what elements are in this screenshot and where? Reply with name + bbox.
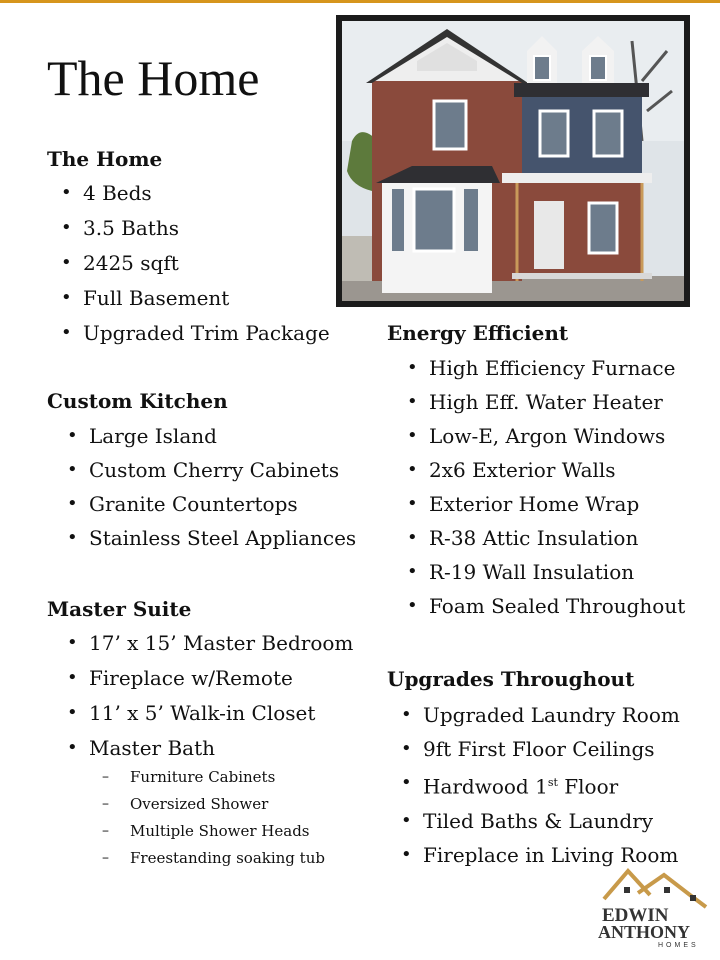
page-title: The Home xyxy=(47,50,260,106)
upgrades-list xyxy=(423,703,680,867)
list-item-hardwood xyxy=(423,771,680,799)
logo-mark xyxy=(598,865,708,947)
master-section xyxy=(47,597,353,867)
energy-section xyxy=(387,321,685,618)
list-item: • Granite Countertops xyxy=(89,492,356,516)
home-section xyxy=(47,147,330,345)
list-item: • High Efficiency Furnace xyxy=(429,356,685,380)
list-item: • Custom Cherry Cabinets xyxy=(89,458,356,482)
list-item: • Master Bath xyxy=(89,736,353,760)
logo-line1: EDWIN xyxy=(602,905,669,926)
list-item: • Tiled Baths & Laundry xyxy=(423,809,680,833)
logo-line3: HOMES xyxy=(658,942,699,947)
energy-list xyxy=(429,356,685,618)
list-item: • 2425 sqft xyxy=(83,251,330,275)
upgrades-heading: Upgrades Throughout xyxy=(387,667,635,691)
master-heading: Master Suite xyxy=(47,597,192,621)
hardwood-text: Hardwood 1 xyxy=(423,774,548,799)
list-item: • 2x6 Exterior Walls xyxy=(429,458,685,482)
list-item: • Full Basement xyxy=(83,286,330,310)
list-item: • Exterior Home Wrap xyxy=(429,492,685,516)
list-item: • R-38 Attic Insulation xyxy=(429,526,685,550)
list-item: • Low-E, Argon Windows xyxy=(429,424,685,448)
sub-list-item: – Oversized Shower xyxy=(130,795,353,813)
master-list xyxy=(89,631,353,760)
sub-list-item: – Furniture Cabinets xyxy=(130,768,353,786)
list-item: • 9ft First Floor Ceilings xyxy=(423,737,680,761)
kitchen-section xyxy=(47,389,356,550)
list-item: • Stainless Steel Appliances xyxy=(89,526,356,550)
master-bath-list xyxy=(130,768,353,867)
list-item: • R-19 Wall Insulation xyxy=(429,560,685,584)
list-item: • 3.5 Baths xyxy=(83,216,330,240)
hardwood-text-end: Floor xyxy=(557,774,619,799)
edwin-anthony-homes-logo xyxy=(598,865,708,947)
home-list xyxy=(83,181,330,345)
list-item: • High Eff. Water Heater xyxy=(429,390,685,414)
list-item: • Large Island xyxy=(89,424,356,448)
list-item: • Fireplace w/Remote xyxy=(89,666,353,690)
house-illustration xyxy=(342,21,684,301)
list-item: • Foam Sealed Throughout xyxy=(429,594,685,618)
kitchen-list xyxy=(89,424,356,550)
list-item: • Fireplace in Living Room xyxy=(423,843,680,867)
sub-list-item: – Multiple Shower Heads xyxy=(130,822,353,840)
upgrades-section xyxy=(387,667,680,867)
list-item: • Upgraded Trim Package xyxy=(83,321,330,345)
house-photo xyxy=(336,15,690,307)
home-heading: The Home xyxy=(47,147,163,171)
list-item: • 4 Beds xyxy=(83,181,330,205)
sub-list-item: – Freestanding soaking tub xyxy=(130,849,353,867)
kitchen-heading: Custom Kitchen xyxy=(47,389,228,413)
logo-line2: ANTHONY xyxy=(598,922,691,942)
energy-heading: Energy Efficient xyxy=(387,321,569,345)
list-item: • 11’ x 5’ Walk-in Closet xyxy=(89,701,353,725)
top-accent-bar xyxy=(0,0,720,3)
list-item: • 17’ x 15’ Master Bedroom xyxy=(89,631,353,655)
list-item: • Upgraded Laundry Room xyxy=(423,703,680,727)
hardwood-superscript: st xyxy=(547,776,558,789)
